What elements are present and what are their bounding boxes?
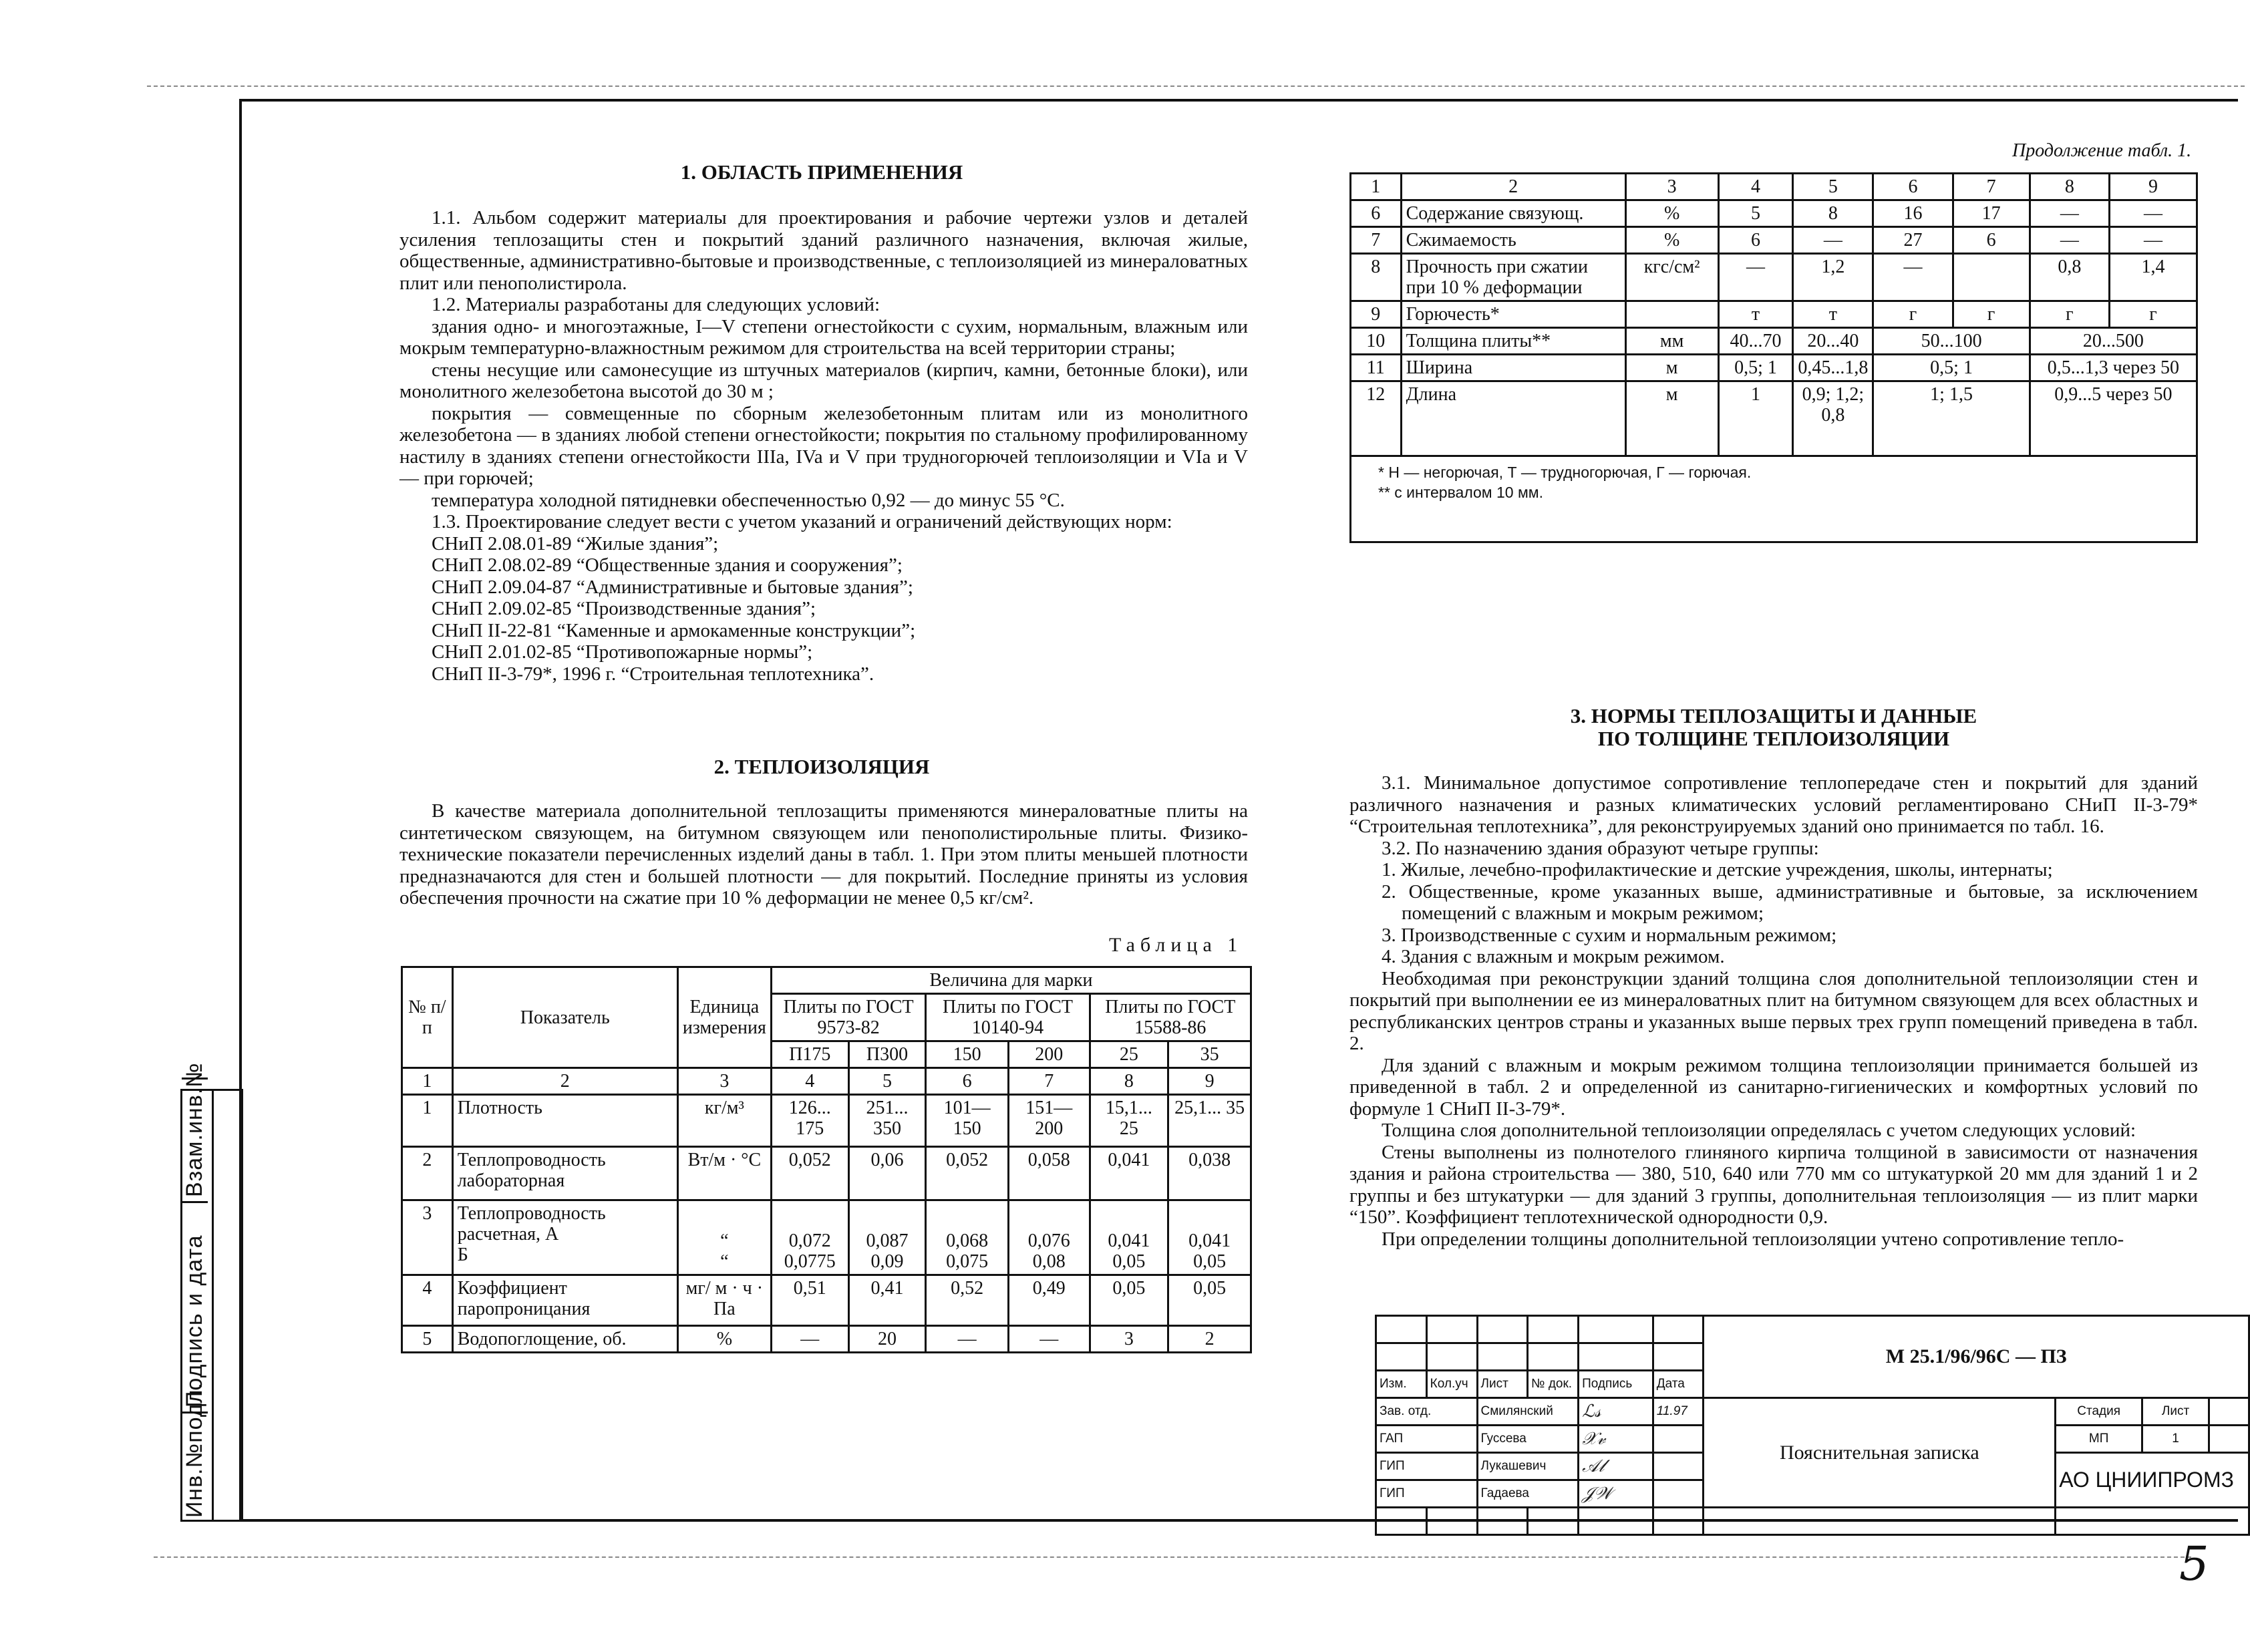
cell-value: 0,052 xyxy=(926,1147,1009,1200)
table-row xyxy=(402,1095,1251,1147)
table1-mark: 35 xyxy=(1168,1041,1251,1068)
cell-value: 0,052 xyxy=(771,1147,848,1200)
table1-mark: П175 xyxy=(771,1041,848,1068)
cell-value: 0,058 xyxy=(1008,1147,1090,1200)
cell-param: Теплопроводность расчетная, А Б xyxy=(452,1200,677,1275)
cell-value: 20 xyxy=(848,1326,926,1353)
page-number: 5 xyxy=(2179,1536,2209,1591)
cont-colnum: 9 xyxy=(2109,174,2197,200)
cell-value: 40...70 xyxy=(1718,328,1793,355)
cell-num: 6 xyxy=(1351,200,1402,227)
cell-value: 0,45...1,8 xyxy=(1793,355,1873,381)
norm-item: СНиП 2.01.02-85 “Противопожарные нормы”; xyxy=(432,641,813,663)
section3-p4: Для зданий с влажным и мокрым режимом толщина теплоизоляции принимается большей из приведенной в табл. 2 и определенной из санитарно-гигиенических и комфортных условий по формуле 1 СНиП II-3-79*. xyxy=(1349,1054,2198,1120)
cell-value: 0,06 xyxy=(848,1147,926,1200)
table1-colnum: 6 xyxy=(926,1068,1009,1095)
signature-4: 𝒥𝒲 xyxy=(1579,1480,1653,1508)
stamp-hdr: № док. xyxy=(1528,1371,1579,1398)
cont-colnum: 4 xyxy=(1718,174,1793,200)
cell-param: Коэффициент паропроницания xyxy=(452,1275,677,1326)
section3-title-line1: 3. НОРМЫ ТЕПЛОЗАЩИТЫ И ДАННЫЕ xyxy=(1570,704,1977,727)
cell-value: 0,087 0,09 xyxy=(848,1200,926,1275)
cont-colnum: 3 xyxy=(1625,174,1718,200)
cell-value: — xyxy=(1718,254,1793,301)
norm-item: СНиП 2.09.02-85 “Производственные здания”; xyxy=(432,598,816,619)
group-item: 4. Здания с влажным и мокрым режимом. xyxy=(1382,946,1725,967)
cell-param: Теплопроводность лабораторная xyxy=(452,1147,677,1200)
cell-value: 0,41 xyxy=(848,1275,926,1326)
section1-p7: 1.3. Проектирование следует вести с учетом указаний и ограничений действующих норм: xyxy=(432,511,1172,532)
table1-colnum: 9 xyxy=(1168,1068,1251,1095)
cell-value: 1,2 xyxy=(1793,254,1873,301)
sheet-value: 1 xyxy=(2142,1426,2209,1453)
cell-num: 3 xyxy=(402,1200,453,1275)
table-row xyxy=(402,1200,1251,1275)
title-block xyxy=(1375,1315,2250,1530)
cell-value: 1; 1,5 xyxy=(1873,381,2030,456)
norm-item: СНиП II-22-81 “Каменные и армокаменные конструкции”; xyxy=(432,619,916,641)
organization: АО ЦНИИПРОМЗ xyxy=(2056,1453,2249,1508)
stamp-person: Смилянский xyxy=(1477,1398,1579,1426)
cell-value: 0,05 xyxy=(1168,1275,1251,1326)
cell-value: 27 xyxy=(1873,227,1953,254)
section1-p2: 1.2. Материалы разработаны для следующих условий: xyxy=(432,294,880,315)
table-row xyxy=(1351,381,2197,456)
stamp-hdr: Кол.уч xyxy=(1426,1371,1477,1398)
cell-unit: мг/ м · ч · Па xyxy=(677,1275,771,1326)
section3-title-line2: ПО ТОЛЩИНЕ ТЕПЛОИЗОЛЯЦИИ xyxy=(1597,727,1950,750)
section1-p4: стены несущие или самонесущие из штучных материалов (кирпич, камни, бетонные блоки), или монолитного железобетона высотой до 30 м ; xyxy=(399,359,1248,402)
table-row xyxy=(1351,355,2197,381)
table1-header-unit: Единица измерения xyxy=(677,967,771,1068)
cell-value: г xyxy=(1873,301,1953,328)
cell-param: Ширина xyxy=(1401,355,1625,381)
table1-gost: Плиты по ГОСТ 10140-94 xyxy=(926,994,1090,1041)
cell-value: 0,041 xyxy=(1090,1147,1168,1200)
cont-colnum: 7 xyxy=(1953,174,2030,200)
signature-1: ℒ𝓈 xyxy=(1579,1398,1653,1426)
table-row xyxy=(402,1326,1251,1353)
section3-p3: Необходимая при реконструкции зданий толщина слоя дополнительной теплоизоляции стен и покрытий при выполнении ее из минераловатных плит на битумном связующем для всех областных и республиканских центров страны и указанных выше первых трех групп помещений приведена в табл. 2. xyxy=(1349,967,2198,1054)
cell-value: — xyxy=(2109,227,2197,254)
table1-header-value: Величина для марки xyxy=(771,967,1251,994)
table1 xyxy=(401,966,1252,1353)
section3-p6: Стены выполнены из полнотелого глиняного кирпича толщиной в зависимости от назначения здания и района строительства — 380, 510, 640 или 770 мм со штукатуркой 20 мм для зданий 1 и 2 группы и без штукатурки — для зданий 3 группы, дополнительная теплоизоляция — из плит марки “150”. Коэффициент теплотехнической однородности 0,9. xyxy=(1349,1141,2198,1228)
cell-unit: Вт/м · °С xyxy=(677,1147,771,1200)
signature-3: 𝒜𝓁 xyxy=(1579,1453,1653,1480)
cell-value: т xyxy=(1793,301,1873,328)
norm-item: СНиП 2.08.01-89 “Жилые здания”; xyxy=(432,532,719,554)
stamp-date: 11.97 xyxy=(1653,1398,1704,1426)
table1-header-num: № п/п xyxy=(402,967,453,1068)
norm-item: СНиП 2.09.04-87 “Административные и бытовые здания”; xyxy=(432,576,913,598)
cell-value: — xyxy=(2030,227,2109,254)
cell-value: 50...100 xyxy=(1873,328,2030,355)
cell-value: 6 xyxy=(1953,227,2030,254)
cell-value: 20...500 xyxy=(2030,328,2197,355)
scan-edge-bottom xyxy=(154,1556,2191,1558)
section3-p2: 3.2. По назначению здания образуют четыре группы: xyxy=(1382,837,1819,859)
table1-colnum: 7 xyxy=(1008,1068,1090,1095)
cell-value: 1,4 xyxy=(2109,254,2197,301)
norm-item: СНиП 2.08.02-89 “Общественные здания и сооружения”; xyxy=(432,554,903,576)
cell-value: 0,068 0,075 xyxy=(926,1200,1009,1275)
table1-colnum: 3 xyxy=(677,1068,771,1095)
table-row xyxy=(1351,328,2197,355)
cell-value: г xyxy=(2109,301,2197,328)
cont-colnum: 6 xyxy=(1873,174,1953,200)
cell-value xyxy=(1953,254,2030,301)
cell-value: 15,1... 25 xyxy=(1090,1095,1168,1147)
table-row xyxy=(1351,227,2197,254)
cell-param: Толщина плиты** xyxy=(1401,328,1625,355)
cell-num: 8 xyxy=(1351,254,1402,301)
table-row xyxy=(1351,254,2197,301)
cell-value: 251... 350 xyxy=(848,1095,926,1147)
table-notes-row xyxy=(1351,456,2197,542)
cont-colnum: 5 xyxy=(1793,174,1873,200)
cell-value: 1 xyxy=(1718,381,1793,456)
table1-continuation xyxy=(1349,172,2198,543)
cell-value: — xyxy=(771,1326,848,1353)
cell-value: 0,5; 1 xyxy=(1718,355,1793,381)
cell-value: — xyxy=(926,1326,1009,1353)
cell-num: 2 xyxy=(402,1147,453,1200)
group-item: 1. Жилые, лечебно-профилактические и детские учреждения, школы, интернаты; xyxy=(1382,859,2053,880)
document-code: М 25.1/96/96С — ПЗ xyxy=(1704,1316,2249,1398)
norm-item: СНиП II-3-79*, 1996 г. “Строительная теплотехника”. xyxy=(432,663,874,685)
cell-unit: м xyxy=(1625,381,1718,456)
cell-value: 3 xyxy=(1090,1326,1168,1353)
cell-value: г xyxy=(1953,301,2030,328)
section1-p5: покрытия — совмещенные по сборным железобетонным плитам или из монолитного железобетона — в зданиях любой степени огнестойкости; покрытия по стальному профилированному настилу в зданиях степени огнестойкости IIIa, IVa и V при трудногорючей теплоизоляции и VIa и V — при горючей; xyxy=(399,402,1248,489)
cell-num: 12 xyxy=(1351,381,1402,456)
cont-colnum: 2 xyxy=(1401,174,1625,200)
table-note: ** с интервалом 10 мм. xyxy=(1378,484,1544,501)
side-stamp-labels xyxy=(182,1062,208,1522)
cell-value: — xyxy=(1008,1326,1090,1353)
table-row xyxy=(1351,200,2197,227)
section1-p6: температура холодной пятидневки обеспеченностью 0,92 — до минус 55 °С. xyxy=(432,489,1065,511)
table1-colnum: 1 xyxy=(402,1068,453,1095)
cell-param: Прочность при сжатии при 10 % деформации xyxy=(1401,254,1625,301)
cell-param: Плотность xyxy=(452,1095,677,1147)
cell-value: 0,05 xyxy=(1090,1275,1168,1326)
cell-value: 0,041 0,05 xyxy=(1168,1200,1251,1275)
cell-value: 17 xyxy=(1953,200,2030,227)
cell-value: 101— 150 xyxy=(926,1095,1009,1147)
side-label-inv: Инв.№подл. xyxy=(182,1412,208,1522)
stage-value: МП xyxy=(2056,1426,2142,1453)
section3-body xyxy=(1349,772,2198,1250)
section1-p3: здания одно- и многоэтажные, I—V степени огнестойкости с сухим, нормальным, влажным или мокрым температурно-влажностным режимом для строительства на всей территории страны; xyxy=(399,315,1248,359)
cell-param: Сжимаемость xyxy=(1401,227,1625,254)
stamp-hdr: Изм. xyxy=(1376,1371,1427,1398)
cell-num: 5 xyxy=(402,1326,453,1353)
section2-p1: В качестве материала дополнительной теплозащиты применяются минераловатные плиты на синтетическом связующем, на битумном связующем или пенополистирольные плиты. Физико-технические показатели перечисленных изделий даны в табл. 1. При этом плиты меньшей плотности предназначаются для стен и большей плотности — для покрытий. Последние приняты из условия обеспечения прочности на сжатие при 10 % деформации не менее 0,5 кг/см². xyxy=(399,800,1248,908)
stamp-hdr: Лист xyxy=(1477,1371,1528,1398)
table1-colnum-row xyxy=(402,1068,1251,1095)
cell-param: Содержание связующ. xyxy=(1401,200,1625,227)
cont-colnum: 1 xyxy=(1351,174,1402,200)
stage-header: Стадия xyxy=(2056,1398,2142,1426)
table1-mark: 200 xyxy=(1008,1041,1090,1068)
cell-unit: мм xyxy=(1625,328,1718,355)
section2-body xyxy=(399,800,1248,909)
stamp-role: ГИП xyxy=(1376,1453,1478,1480)
stamp-person: Лукашевич xyxy=(1477,1453,1579,1480)
table1-gost: Плиты по ГОСТ 15588-86 xyxy=(1090,994,1251,1041)
section1-p1: 1.1. Альбом содержит материалы для проектирования и рабочие чертежи узлов и деталей усиления теплозащиты стен и покрытий зданий различного назначения, включая жилые, общественные, административно-бытовые и производственные, с теплоизоляцией из минераловатных плит или пенополистирола. xyxy=(399,207,1248,294)
table1-caption: Таблица 1 xyxy=(1109,934,1243,956)
cell-value: 0,072 0,0775 xyxy=(771,1200,848,1275)
cell-value: — xyxy=(1793,227,1873,254)
table1-mark: 150 xyxy=(926,1041,1009,1068)
sheet-header: Лист xyxy=(2142,1398,2209,1426)
cell-param: Длина xyxy=(1401,381,1625,456)
cell-value: 0,51 xyxy=(771,1275,848,1326)
cell-value: 126... 175 xyxy=(771,1095,848,1147)
section3-p7: При определении толщины дополнительной теплоизоляции учтено сопротивление тепло- xyxy=(1382,1228,2124,1250)
cell-unit: % xyxy=(1625,227,1718,254)
table1-colnum: 2 xyxy=(452,1068,677,1095)
cell-unit xyxy=(1625,301,1718,328)
cell-value: г xyxy=(2030,301,2109,328)
cell-value: т xyxy=(1718,301,1793,328)
table-row xyxy=(1351,301,2197,328)
section3-p1: 3.1. Минимальное допустимое сопротивление теплопередаче стен и покрытий для зданий различного назначения и разных климатических условий регламентировано СНиП II-3-79* “Строительная теплотехника”, для реконструируемых зданий оно принимается по табл. 16. xyxy=(1349,772,2198,837)
cell-num: 10 xyxy=(1351,328,1402,355)
cell-value: 0,5; 1 xyxy=(1873,355,2030,381)
cell-value: 0,076 0,08 xyxy=(1008,1200,1090,1275)
section1-body xyxy=(399,207,1248,685)
cell-param: Горючесть* xyxy=(1401,301,1625,328)
group-item: 3. Производственные с сухим и нормальным режимом; xyxy=(1382,924,1837,946)
cell-num: 11 xyxy=(1351,355,1402,381)
cont-colnum-row xyxy=(1351,174,2197,200)
table1-colnum: 8 xyxy=(1090,1068,1168,1095)
table1-header-param: Показатель xyxy=(452,967,677,1068)
table-row xyxy=(402,1147,1251,1200)
stamp-role: ГАП xyxy=(1376,1426,1478,1453)
cell-param: Водопоглощение, об. xyxy=(452,1326,677,1353)
cell-value: 2 xyxy=(1168,1326,1251,1353)
cell-value: 20...40 xyxy=(1793,328,1873,355)
cell-value: 5 xyxy=(1718,200,1793,227)
cell-value: 8 xyxy=(1793,200,1873,227)
sheet-title: Пояснительная записка xyxy=(1704,1398,2056,1508)
stamp-role: ГИП xyxy=(1376,1480,1478,1508)
cell-unit: кг/м³ xyxy=(677,1095,771,1147)
cell-unit: “ “ xyxy=(677,1200,771,1275)
table1-colnum: 4 xyxy=(771,1068,848,1095)
table1-gost: Плиты по ГОСТ 9573-82 xyxy=(771,994,925,1041)
cell-value: 0,8 xyxy=(2030,254,2109,301)
cell-value: 0,49 xyxy=(1008,1275,1090,1326)
stamp-hdr: Дата xyxy=(1653,1371,1704,1398)
table1-cont-caption: Продолжение табл. 1. xyxy=(2012,140,2192,161)
cell-value: 16 xyxy=(1873,200,1953,227)
cell-value: 0,5...1,3 через 50 xyxy=(2030,355,2197,381)
cell-unit: % xyxy=(677,1326,771,1353)
cell-unit: % xyxy=(1625,200,1718,227)
cell-value: 0,52 xyxy=(926,1275,1009,1326)
signature-2: 𝒳𝓋 xyxy=(1579,1426,1653,1453)
stamp-person: Гуссева xyxy=(1477,1426,1579,1453)
table1-mark: 25 xyxy=(1090,1041,1168,1068)
section3-p5: Толщина слоя дополнительной теплоизоляции определялась с учетом следующих условий: xyxy=(1382,1120,2136,1141)
cell-num: 4 xyxy=(402,1275,453,1326)
stamp-person: Гадаева xyxy=(1477,1480,1579,1508)
cell-value: 0,9...5 через 50 xyxy=(2030,381,2197,456)
stamp-role: Зав. отд. xyxy=(1376,1398,1478,1426)
group-item: 2. Общественные, кроме указанных выше, административные и бытовые, за исключением помещений с влажным и мокрым режимом; xyxy=(1382,880,2198,924)
cell-value: — xyxy=(2109,200,2197,227)
cell-value: 6 xyxy=(1718,227,1793,254)
cell-value: — xyxy=(2030,200,2109,227)
side-label-sign: Подпись и дата xyxy=(182,1201,208,1412)
side-label-vzam: Взам.инв.№ xyxy=(182,1078,208,1201)
cell-value: 0,9; 1,2; 0,8 xyxy=(1793,381,1873,456)
table-row xyxy=(402,1275,1251,1326)
cell-num: 7 xyxy=(1351,227,1402,254)
cell-unit: кгс/см² xyxy=(1625,254,1718,301)
cont-colnum: 8 xyxy=(2030,174,2109,200)
scan-edge-top xyxy=(147,86,2245,87)
cell-value: 151— 200 xyxy=(1008,1095,1090,1147)
table1-mark: П300 xyxy=(848,1041,926,1068)
cell-value: 25,1... 35 xyxy=(1168,1095,1251,1147)
cell-num: 1 xyxy=(402,1095,453,1147)
table1-colnum: 5 xyxy=(848,1068,926,1095)
section2-title: 2. ТЕПЛОИЗОЛЯЦИЯ xyxy=(713,755,930,778)
cell-num: 9 xyxy=(1351,301,1402,328)
cell-value: — xyxy=(1873,254,1953,301)
stamp-hdr: Подпись xyxy=(1579,1371,1653,1398)
cell-unit: м xyxy=(1625,355,1718,381)
cell-value: 0,041 0,05 xyxy=(1090,1200,1168,1275)
cell-value: 0,038 xyxy=(1168,1147,1251,1200)
section1-title: 1. ОБЛАСТЬ ПРИМЕНЕНИЯ xyxy=(680,160,963,184)
table-note: * Н — негорючая, Т — трудногорючая, Г — горючая. xyxy=(1378,464,1752,481)
